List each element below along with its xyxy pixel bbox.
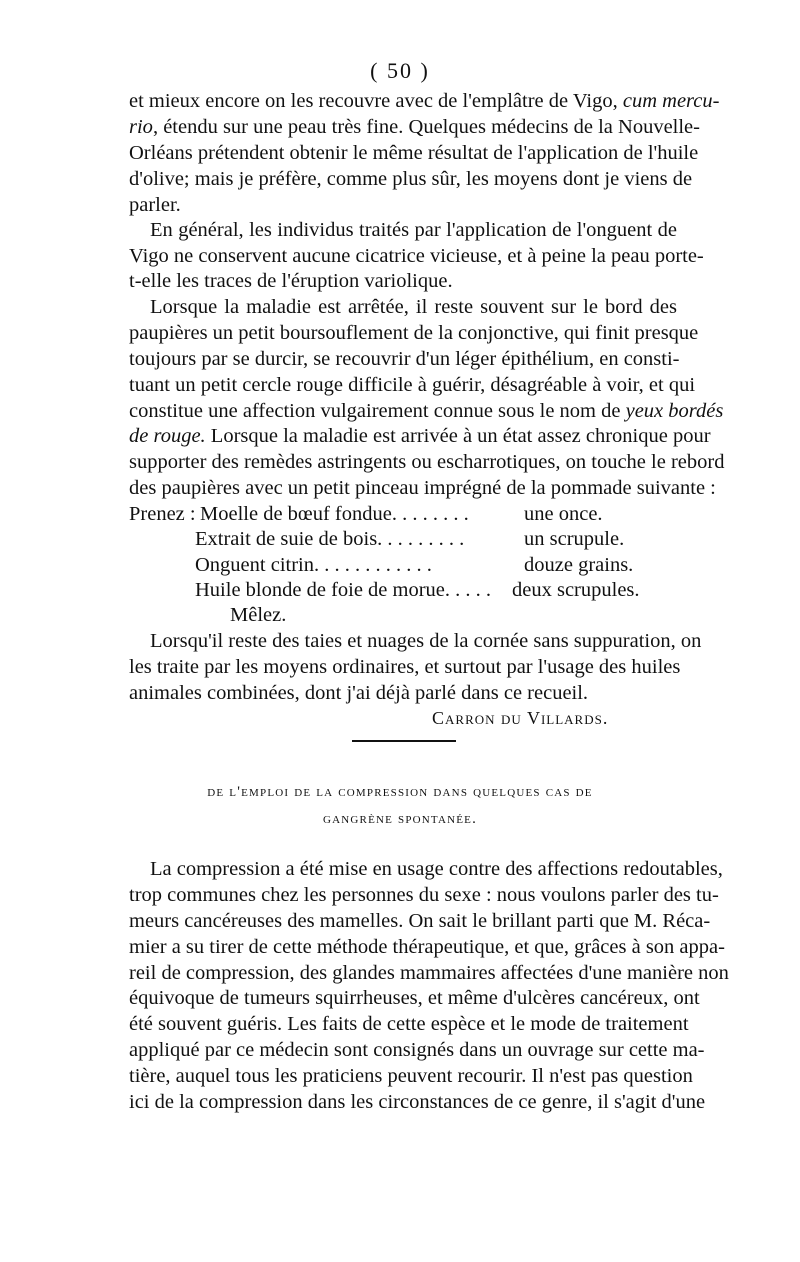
text-line: supporter des remèdes astringents ou escharrotiques, on touche le rebord xyxy=(129,451,725,473)
text-line: Lorsque la maladie est arrêtée, il reste souvent sur le bord des xyxy=(150,296,677,318)
text-line: d'olive; mais je préfère, comme plus sûr, les moyens dont je viens de xyxy=(129,168,693,190)
text-line: constitue une affection vulgairement connue sous le nom de yeux bordés xyxy=(129,400,724,422)
text-line: ici de la compression dans les circonstances de ce genre, il s'agit d'une xyxy=(129,1091,706,1113)
text-line: reil de compression, des glandes mammaires affectées d'une manière non xyxy=(129,962,729,984)
page-number: ( 50 ) xyxy=(370,58,430,83)
text-line: animales combinées, dont j'ai déjà parlé dans ce recueil. xyxy=(129,682,589,704)
text-line: Vigo ne conservent aucune cicatrice vicieuse, et à peine la peau porte- xyxy=(129,245,704,267)
text-line: La compression a été mise en usage contre des affections redoutables, xyxy=(150,858,723,880)
recipe-quantity: deux scrupules. xyxy=(512,579,640,601)
text-line: paupières un petit boursouflement de la conjonctive, qui finit presque xyxy=(129,322,699,344)
section-title-line: gangrène spontanée. xyxy=(322,811,478,827)
text-line: les traite par les moyens ordinaires, et surtout par l'usage des huiles xyxy=(129,656,681,678)
text-line: toujours par se durcir, se recouvrir d'un léger épithélium, en consti- xyxy=(129,348,680,370)
text-line: Lorsqu'il reste des taies et nuages de la cornée sans suppuration, on xyxy=(150,630,702,652)
recipe-item: Extrait de suie de bois. . . . . . . . . xyxy=(195,528,465,550)
recipe-quantity: un scrupule. xyxy=(524,528,625,550)
text-line: tuant un petit cercle rouge difficile à guérir, désagréable à voir, et qui xyxy=(129,374,696,396)
text-line: rio, étendu sur une peau très fine. Quelques médecins de la Nouvelle- xyxy=(129,116,700,138)
recipe-item: Onguent citrin. . . . . . . . . . . . xyxy=(195,554,432,576)
text-line: parler. xyxy=(129,194,181,216)
text-line: Orléans prétendent obtenir le même résultat de l'application de l'huile xyxy=(129,142,699,164)
text-line: été souvent guéris. Les faits de cette espèce et le mode de traitement xyxy=(129,1013,689,1035)
text-line: t-elle les traces de l'éruption variolique. xyxy=(129,270,453,292)
text-line: mier a su tirer de cette méthode thérapeutique, et que, grâces à son appa- xyxy=(129,936,725,958)
recipe-quantity: une once. xyxy=(524,503,603,525)
recipe-item: Huile blonde de foie de morue. . . . . xyxy=(195,579,492,601)
text-line: appliqué par ce médecin sont consignés dans un ouvrage sur cette ma- xyxy=(129,1039,705,1061)
text-line: équivoque de tumeurs squirrheuses, et même d'ulcères cancéreux, ont xyxy=(129,987,700,1009)
section-divider xyxy=(352,740,456,742)
section-title-line: de l'emploi de la compression dans quelques cas de xyxy=(207,784,593,800)
author-signature: Carron du Villards. xyxy=(432,708,609,728)
text-line: tière, auquel tous les praticiens peuvent recourir. Il n'est pas question xyxy=(129,1065,693,1087)
text-line: de rouge. Lorsque la maladie est arrivée à un état assez chronique pour xyxy=(129,425,711,447)
text-line: des paupières avec un petit pinceau imprégné de la pommade suivante : xyxy=(129,477,716,499)
text-line: meurs cancéreuses des mamelles. On sait le brillant parti que M. Réca- xyxy=(129,910,711,932)
recipe-instruction: Mêlez. xyxy=(230,604,287,626)
text-line: et mieux encore on les recouvre avec de l'emplâtre de Vigo, cum mercu- xyxy=(129,90,720,112)
recipe-quantity: douze grains. xyxy=(524,554,634,576)
text-line: trop communes chez les personnes du sexe : nous voulons parler des tu- xyxy=(129,884,719,906)
recipe-item: Moelle de bœuf fondue. . . . . . . . xyxy=(200,503,469,525)
recipe-prefix: Prenez : xyxy=(129,503,196,525)
text-line: En général, les individus traités par l'application de l'onguent de xyxy=(150,219,677,241)
